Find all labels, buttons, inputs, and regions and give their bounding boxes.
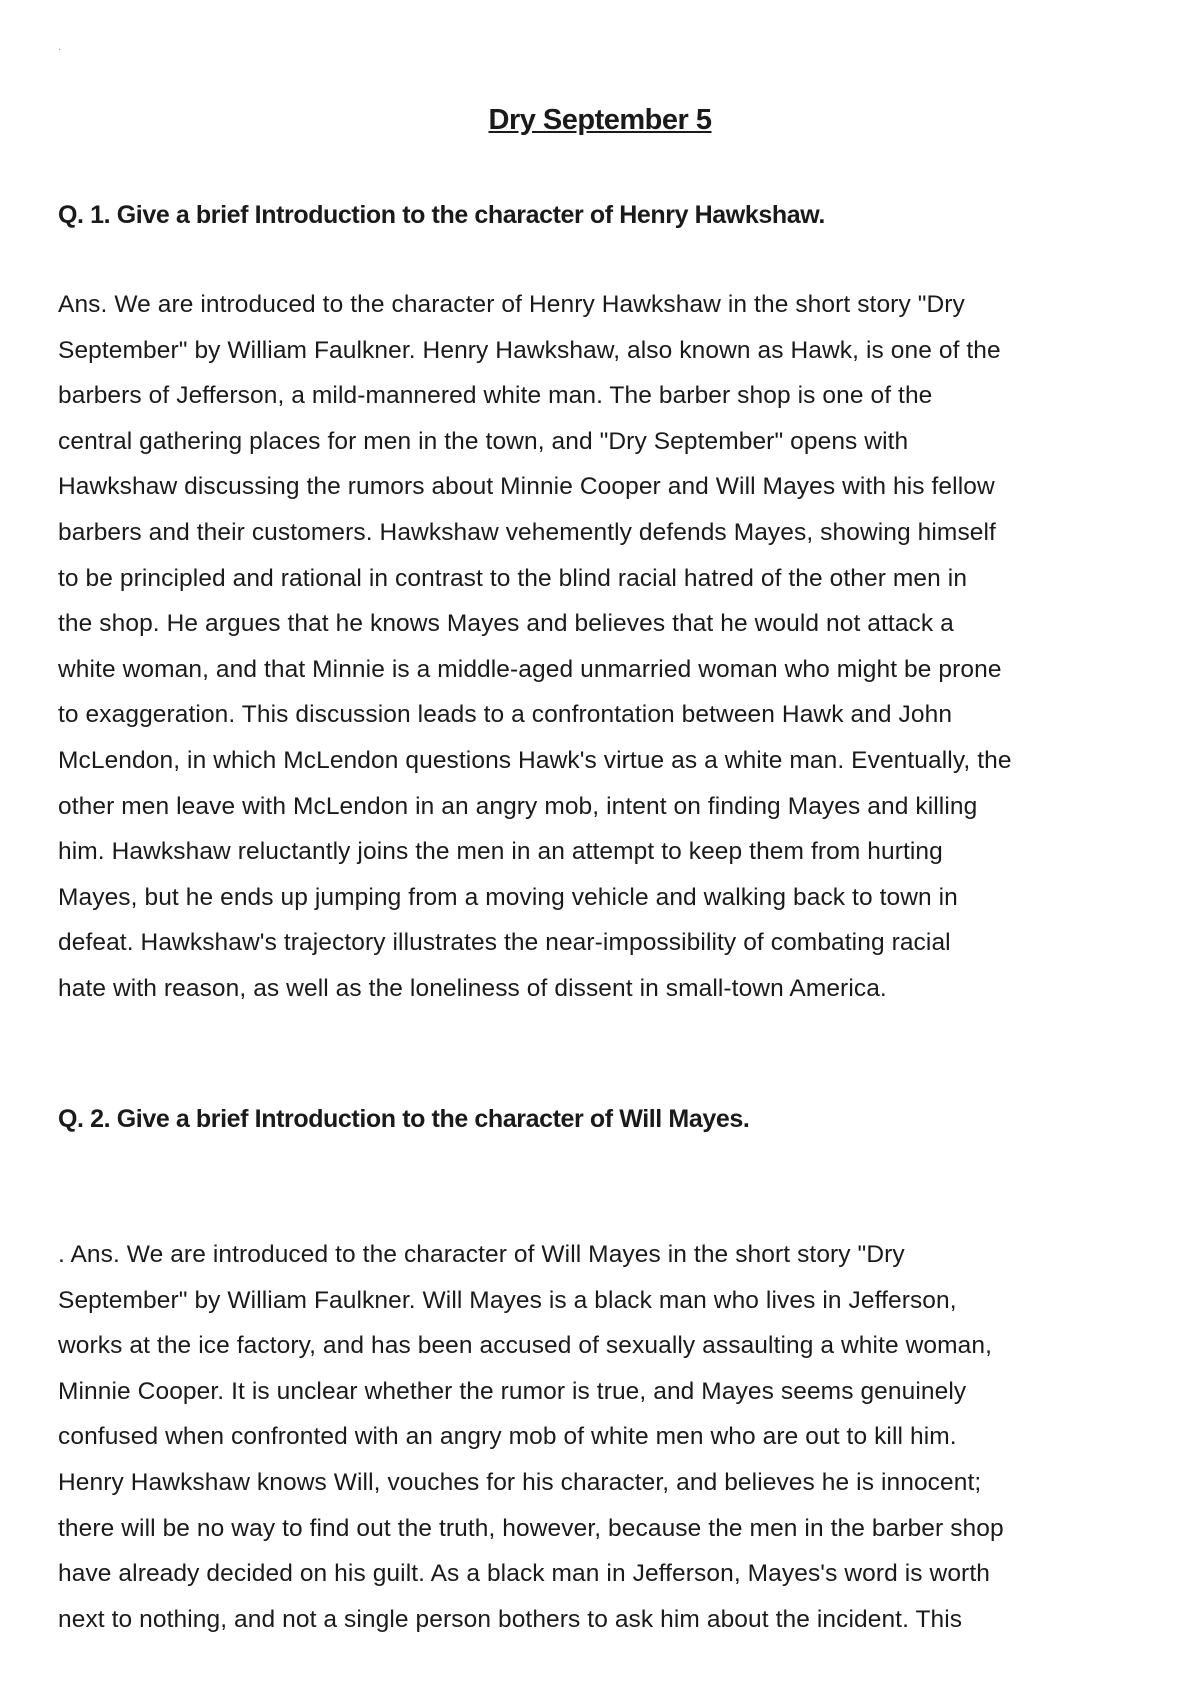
answer-line: central gathering places for men in the town, and "Dry September" opens with <box>58 427 909 455</box>
answer-line: to be principled and rational in contrast to the blind racial hatred of the other men in <box>58 564 968 592</box>
answer-line: him. Hawkshaw reluctantly joins the men in an attempt to keep them from hurting <box>58 838 943 866</box>
answer-line: other men leave with McLendon in an angry mob, intent on finding Mayes and killing <box>58 792 978 820</box>
answer-2-paragraph <box>58 1232 1148 1642</box>
answer-line: defeat. Hawkshaw's trajectory illustrates the near-impossibility of combating racial <box>58 929 951 957</box>
answer-line: Henry Hawkshaw knows Will, vouches for his character, and believes he is innocent; <box>58 1468 982 1496</box>
answer-line: next to nothing, and not a single person bothers to ask him about the incident. This <box>58 1605 963 1633</box>
answer-line: McLendon, in which McLendon questions Hawk's virtue as a white man. Eventually, the <box>58 746 1012 774</box>
answer-line: Ans. We are introduced to the character of Henry Hawkshaw in the short story "Dry <box>58 291 965 318</box>
answer-line: to exaggeration. This discussion leads to a confrontation between Hawk and John <box>58 701 953 729</box>
answer-line: September" by William Faulkner. Will Mayes is a black man who lives in Jefferson, <box>58 1286 957 1314</box>
answer-line: Hawkshaw discussing the rumors about Minnie Cooper and Will Mayes with his fellow <box>58 473 995 501</box>
answer-line: there will be no way to find out the truth, however, because the men in the barber shop <box>58 1514 1004 1542</box>
answer-line: the shop. He argues that he knows Mayes and believes that he would not attack a <box>58 610 954 638</box>
answer-line: hate with reason, as well as the loneliness of dissent in small-town America. <box>58 974 887 1002</box>
answer-line: Mayes, but he ends up jumping from a moving vehicle and walking back to town in <box>58 883 958 911</box>
corner-mark: · <box>58 44 62 55</box>
answer-line: have already decided on his guilt. As a black man in Jefferson, Mayes's word is worth <box>58 1560 990 1588</box>
answer-line: Minnie Cooper. It is unclear whether the rumor is true, and Mayes seems genuinely <box>58 1377 967 1405</box>
answer-line: . Ans. We are introduced to the character of Will Mayes in the short story "Dry <box>58 1241 905 1268</box>
answer-line: confused when confronted with an angry mob of white men who are out to kill him. <box>58 1423 957 1451</box>
answer-line: barbers of Jefferson, a mild-mannered white man. The barber shop is one of the <box>58 382 933 410</box>
question-1-heading: Q. 1. Give a brief Introduction to the character of Henry Hawkshaw. <box>58 201 825 229</box>
answer-1-paragraph <box>58 282 1148 1012</box>
answer-line: white woman, and that Minnie is a middle-aged unmarried woman who might be prone <box>58 655 1002 683</box>
answer-line: September" by William Faulkner. Henry Hawkshaw, also known as Hawk, is one of the <box>58 336 1001 364</box>
answer-line: works at the ice factory, and has been accused of sexually assaulting a white woman, <box>58 1332 993 1360</box>
document-title: Dry September 5 <box>488 104 712 136</box>
answer-line: barbers and their customers. Hawkshaw vehemently defends Mayes, showing himself <box>58 518 996 546</box>
question-2-heading: Q. 2. Give a brief Introduction to the character of Will Mayes. <box>58 1105 750 1133</box>
